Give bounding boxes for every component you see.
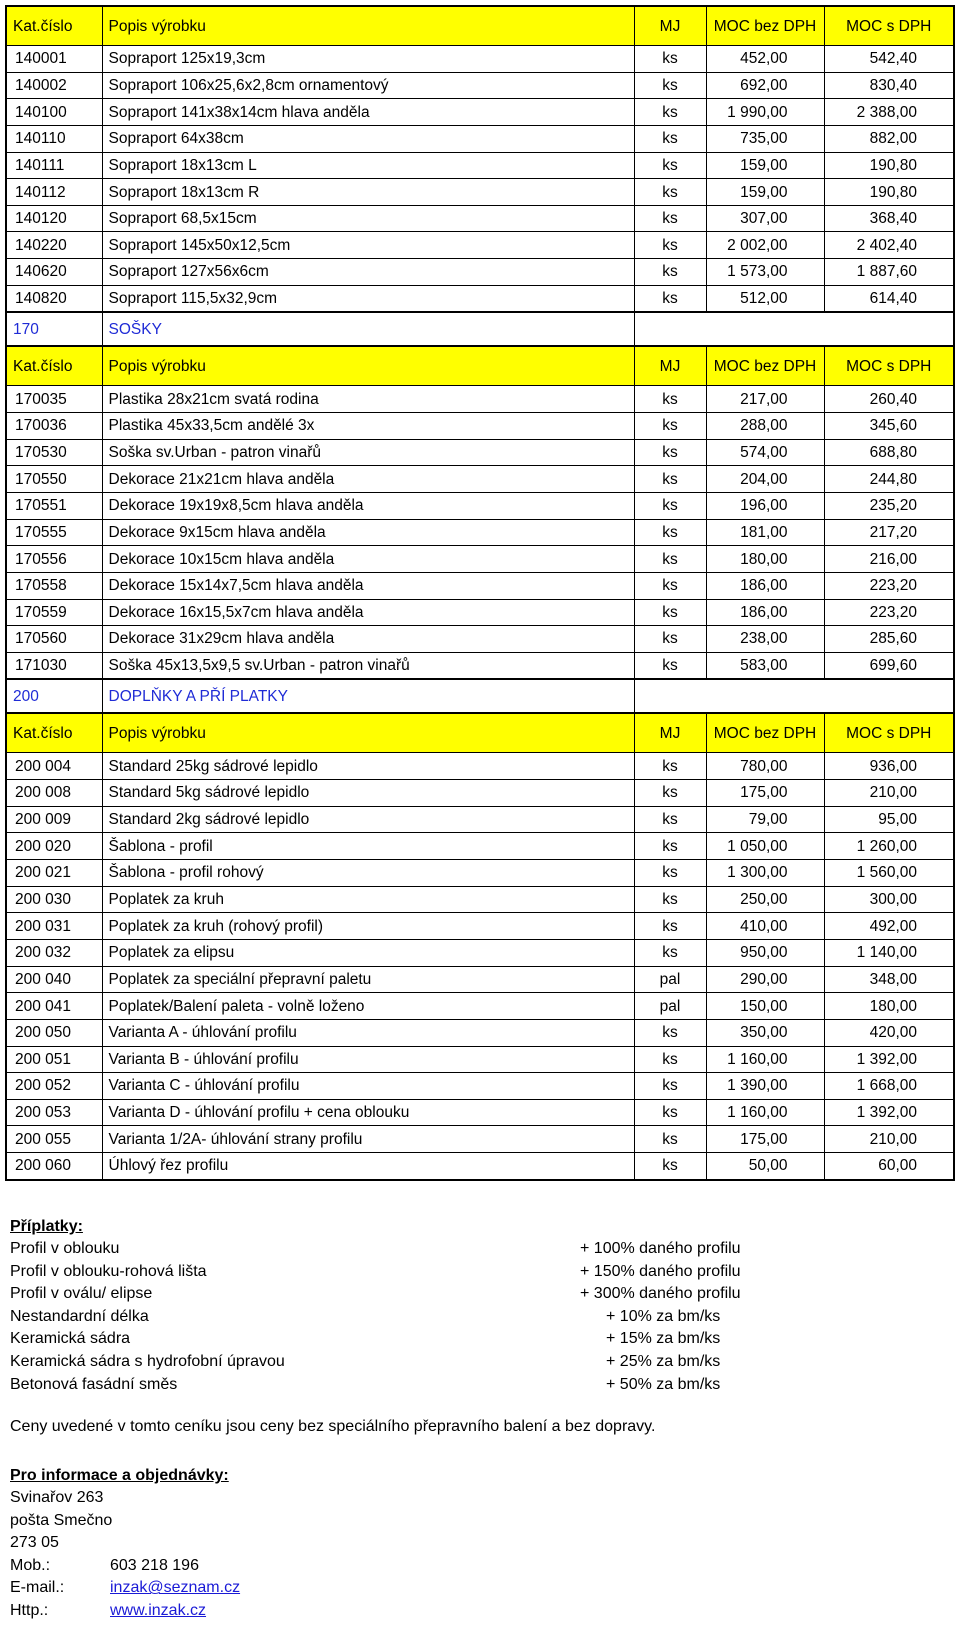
cell-code: 170035 (6, 386, 102, 413)
cell-unit: ks (634, 1099, 706, 1126)
cell-desc: Soška sv.Urban - patron vinařů (102, 439, 634, 466)
cell-code: 140112 (6, 179, 102, 206)
cell-desc: Standard 2kg sádrové lepidlo (102, 806, 634, 833)
cell-unit: ks (634, 599, 706, 626)
email-link[interactable]: inzak@seznam.cz (110, 1579, 241, 1597)
cell-price-s: 285,60 (824, 626, 954, 653)
cell-price-s: 60,00 (824, 1153, 954, 1180)
cell-price-bez: 452,00 (706, 46, 824, 73)
surcharge-row (10, 1283, 910, 1306)
cell-price-s: 420,00 (824, 1019, 954, 1046)
cell-code: 140620 (6, 259, 102, 286)
table-row (6, 913, 954, 940)
cell-price-bez: 735,00 (706, 125, 824, 152)
cell-price-bez: 196,00 (706, 492, 824, 519)
cell-code: 200 008 (6, 780, 102, 807)
cell-code: 170558 (6, 572, 102, 599)
surcharge-value: + 15% za bm/ks (606, 1330, 721, 1348)
cell-unit: ks (634, 860, 706, 887)
header-row (6, 713, 954, 753)
cell-price-bez: 204,00 (706, 466, 824, 493)
cell-desc: Standard 5kg sádrové lepidlo (102, 780, 634, 807)
cell-desc: Dekorace 16x15,5x7cm hlava anděla (102, 599, 634, 626)
cell-desc: Sopraport 125x19,3cm (102, 46, 634, 73)
cell-code: 200 053 (6, 1099, 102, 1126)
table-row (6, 1126, 954, 1153)
cell-desc: Varianta 1/2A- úhlování strany profilu (102, 1126, 634, 1153)
cell-price-bez: 574,00 (706, 439, 824, 466)
cell-price-bez: 350,00 (706, 1019, 824, 1046)
table-row (6, 833, 954, 860)
cell-desc: Sopraport 18x13cm L (102, 152, 634, 179)
mobile-line (10, 1555, 229, 1578)
cell-unit: ks (634, 626, 706, 653)
cell-price-s: 345,60 (824, 413, 954, 440)
surcharge-row (10, 1238, 910, 1261)
cell-unit: ks (634, 519, 706, 546)
cell-unit: ks (634, 753, 706, 780)
cell-desc: Sopraport 68,5x15cm (102, 205, 634, 232)
cell-code: 170556 (6, 546, 102, 573)
cell-unit: ks (634, 413, 706, 440)
surcharges-block (10, 1216, 910, 1396)
cell-price-s: 1 887,60 (824, 259, 954, 286)
cell-desc: Poplatek za elipsu (102, 939, 634, 966)
cell-code: 200 041 (6, 993, 102, 1020)
web-link[interactable]: www.inzak.cz (110, 1601, 207, 1619)
cell-price-s: 216,00 (824, 546, 954, 573)
address-line: 273 05 (10, 1534, 59, 1552)
cell-code: 170530 (6, 439, 102, 466)
table-row (6, 626, 954, 653)
cell-unit: ks (634, 913, 706, 940)
cell-code: 200 031 (6, 913, 102, 940)
cell-desc: Šablona - profil (102, 833, 634, 860)
cell-unit: ks (634, 939, 706, 966)
cell-desc: Dekorace 10x15cm hlava anděla (102, 546, 634, 573)
cell-code: 140220 (6, 232, 102, 259)
cell-desc: Poplatek za kruh (102, 886, 634, 913)
surcharge-label: Nestandardní délka (10, 1307, 149, 1325)
table-row (6, 99, 954, 126)
header-moc-s: MOC s DPH (824, 6, 954, 46)
cell-desc: Sopraport 106x25,6x2,8cm ornamentový (102, 72, 634, 99)
cell-unit: pal (634, 966, 706, 993)
table-row (6, 753, 954, 780)
cell-desc: Sopraport 141x38x14cm hlava anděla (102, 99, 634, 126)
web-label: Http.: (10, 1601, 49, 1619)
cell-desc: Plastika 45x33,5cm andělé 3x (102, 413, 634, 440)
table-row (6, 993, 954, 1020)
cell-code: 200 050 (6, 1019, 102, 1046)
table-row (6, 1073, 954, 1100)
cell-price-s: 830,40 (824, 72, 954, 99)
cell-unit: ks (634, 652, 706, 679)
table-row (6, 413, 954, 440)
cell-code: 170555 (6, 519, 102, 546)
cell-price-s: 190,80 (824, 152, 954, 179)
cell-unit: ks (634, 125, 706, 152)
cell-unit: ks (634, 1019, 706, 1046)
cell-unit: ks (634, 386, 706, 413)
cell-price-s: 614,40 (824, 285, 954, 312)
cell-unit: ks (634, 46, 706, 73)
header-desc: Popis výrobku (102, 6, 634, 46)
cell-price-bez: 692,00 (706, 72, 824, 99)
table-row (6, 232, 954, 259)
cell-code: 140110 (6, 125, 102, 152)
cell-price-bez: 410,00 (706, 913, 824, 940)
cell-price-s: 300,00 (824, 886, 954, 913)
header-row (6, 6, 954, 46)
header-moc-bez: MOC bez DPH (706, 346, 824, 386)
cell-code: 200 030 (6, 886, 102, 913)
cell-unit: ks (634, 466, 706, 493)
cell-price-bez: 150,00 (706, 993, 824, 1020)
cell-code: 200 052 (6, 1073, 102, 1100)
surcharge-value: + 150% daného profilu (580, 1262, 741, 1280)
surcharge-row (10, 1328, 910, 1351)
header-mj: MJ (634, 346, 706, 386)
table-row (6, 1099, 954, 1126)
cell-price-bez: 1 390,00 (706, 1073, 824, 1100)
surcharge-row (10, 1306, 910, 1329)
cell-unit: ks (634, 780, 706, 807)
email-label: E-mail.: (10, 1579, 65, 1597)
cell-desc: Standard 25kg sádrové lepidlo (102, 753, 634, 780)
cell-price-bez: 1 573,00 (706, 259, 824, 286)
table-row (6, 966, 954, 993)
cell-price-bez: 217,00 (706, 386, 824, 413)
cell-price-bez: 186,00 (706, 599, 824, 626)
cell-price-bez: 79,00 (706, 806, 824, 833)
cell-code: 170036 (6, 413, 102, 440)
table-row (6, 860, 954, 887)
cell-price-s: 235,20 (824, 492, 954, 519)
cell-price-bez: 307,00 (706, 205, 824, 232)
cell-desc: Varianta D - úhlování profilu + cena oblouku (102, 1099, 634, 1126)
cell-unit: ks (634, 259, 706, 286)
cell-code: 170559 (6, 599, 102, 626)
cell-code: 140120 (6, 205, 102, 232)
cell-desc: Poplatek za kruh (rohový profil) (102, 913, 634, 940)
cell-price-s: 180,00 (824, 993, 954, 1020)
cell-desc: Sopraport 18x13cm R (102, 179, 634, 206)
header-moc-s: MOC s DPH (824, 713, 954, 753)
cell-price-s: 688,80 (824, 439, 954, 466)
cell-desc: Úhlový řez profilu (102, 1153, 634, 1180)
section-name: DOPLŇKY A PŘÍ PLATKY (102, 679, 634, 713)
cell-price-bez: 180,00 (706, 546, 824, 573)
cell-unit: ks (634, 572, 706, 599)
table-row (6, 1046, 954, 1073)
cell-code: 200 060 (6, 1153, 102, 1180)
cell-desc: Plastika 28x21cm svatá rodina (102, 386, 634, 413)
cell-code: 200 055 (6, 1126, 102, 1153)
section-fill (634, 312, 954, 346)
cell-unit: ks (634, 1046, 706, 1073)
cell-code: 200 004 (6, 753, 102, 780)
cell-price-bez: 175,00 (706, 1126, 824, 1153)
cell-desc: Sopraport 145x50x12,5cm (102, 232, 634, 259)
header-moc-bez: MOC bez DPH (706, 713, 824, 753)
cell-price-s: 1 140,00 (824, 939, 954, 966)
table-row (6, 599, 954, 626)
surcharge-value: + 300% daného profilu (580, 1285, 741, 1303)
cell-code: 140001 (6, 46, 102, 73)
cell-price-bez: 50,00 (706, 1153, 824, 1180)
cell-desc: Varianta B - úhlování profilu (102, 1046, 634, 1073)
cell-code: 170560 (6, 626, 102, 653)
cell-code: 200 021 (6, 860, 102, 887)
cell-code: 200 040 (6, 966, 102, 993)
surcharge-label: Profil v oblouku-rohová lišta (10, 1262, 207, 1280)
header-moc-bez: MOC bez DPH (706, 6, 824, 46)
cell-desc: Dekorace 19x19x8,5cm hlava anděla (102, 492, 634, 519)
web-line (10, 1600, 229, 1623)
table-row (6, 205, 954, 232)
cell-price-s: 699,60 (824, 652, 954, 679)
cell-desc: Dekorace 31x29cm hlava anděla (102, 626, 634, 653)
cell-price-bez: 1 160,00 (706, 1099, 824, 1126)
table-row (6, 125, 954, 152)
cell-price-s: 210,00 (824, 780, 954, 807)
cell-unit: ks (634, 806, 706, 833)
cell-desc: Sopraport 64x38cm (102, 125, 634, 152)
cell-price-s: 1 392,00 (824, 1099, 954, 1126)
cell-code: 140111 (6, 152, 102, 179)
email-line (10, 1577, 241, 1600)
table-row (6, 886, 954, 913)
cell-price-s: 223,20 (824, 572, 954, 599)
cell-price-s: 1 260,00 (824, 833, 954, 860)
cell-desc: Poplatek za speciální přepravní paletu (102, 966, 634, 993)
header-kat: Kat.číslo (6, 346, 102, 386)
cell-code: 200 032 (6, 939, 102, 966)
cell-desc: Varianta C - úhlování profilu (102, 1073, 634, 1100)
surcharge-value: + 100% daného profilu (580, 1240, 741, 1257)
cell-price-s: 492,00 (824, 913, 954, 940)
table-row (6, 1019, 954, 1046)
cell-price-s: 2 388,00 (824, 99, 954, 126)
table-row (6, 152, 954, 179)
table-row (6, 46, 954, 73)
cell-desc: Šablona - profil rohový (102, 860, 634, 887)
cell-price-bez: 181,00 (706, 519, 824, 546)
address-line: Svinařov 263 (10, 1489, 104, 1506)
mobile-label: Mob.: (10, 1556, 51, 1574)
cell-code: 170550 (6, 466, 102, 493)
cell-unit: ks (634, 886, 706, 913)
cell-unit: ks (634, 1126, 706, 1153)
cell-price-bez: 159,00 (706, 152, 824, 179)
section-code: 200 (6, 679, 102, 713)
cell-price-s: 210,00 (824, 1126, 954, 1153)
surcharges-title: Příplatky: (10, 1218, 83, 1235)
cell-price-bez: 238,00 (706, 626, 824, 653)
cell-price-s: 882,00 (824, 125, 954, 152)
table-row (6, 72, 954, 99)
surcharge-label: Betonová fasádní směs (10, 1375, 178, 1393)
cell-code: 200 020 (6, 833, 102, 860)
surcharge-row (10, 1374, 910, 1397)
header-desc: Popis výrobku (102, 346, 634, 386)
cell-price-bez: 159,00 (706, 179, 824, 206)
cell-price-s: 1 392,00 (824, 1046, 954, 1073)
cell-price-s: 260,40 (824, 386, 954, 413)
cell-desc: Sopraport 115,5x32,9cm (102, 285, 634, 312)
cell-price-s: 217,20 (824, 519, 954, 546)
header-mj: MJ (634, 713, 706, 753)
table-row (6, 492, 954, 519)
cell-code: 200 051 (6, 1046, 102, 1073)
surcharge-label: Keramická sádra s hydrofobní úpravou (10, 1352, 285, 1370)
cell-desc: Soška 45x13,5x9,5 sv.Urban - patron vinařů (102, 652, 634, 679)
header-desc: Popis výrobku (102, 713, 634, 753)
cell-unit: pal (634, 993, 706, 1020)
table-row (6, 806, 954, 833)
cell-price-s: 936,00 (824, 753, 954, 780)
header-kat: Kat.číslo (6, 713, 102, 753)
cell-price-s: 223,20 (824, 599, 954, 626)
cell-price-bez: 250,00 (706, 886, 824, 913)
cell-price-bez: 186,00 (706, 572, 824, 599)
cell-unit: ks (634, 1073, 706, 1100)
cell-unit: ks (634, 439, 706, 466)
cell-desc: Poplatek/Balení paleta - volně loženo (102, 993, 634, 1020)
cell-price-bez: 583,00 (706, 652, 824, 679)
cell-price-bez: 1 050,00 (706, 833, 824, 860)
table-row (6, 285, 954, 312)
table-row (6, 780, 954, 807)
table-row (6, 939, 954, 966)
surcharge-value: + 50% za bm/ks (606, 1375, 721, 1393)
cell-price-s: 1 560,00 (824, 860, 954, 887)
mobile-number: 603 218 196 (110, 1556, 199, 1574)
cell-desc: Dekorace 9x15cm hlava anděla (102, 519, 634, 546)
cell-unit: ks (634, 205, 706, 232)
cell-unit: ks (634, 152, 706, 179)
table-row (6, 546, 954, 573)
section-fill (634, 679, 954, 713)
section-name: SOŠKY (102, 312, 634, 346)
cell-unit: ks (634, 1153, 706, 1180)
cell-unit: ks (634, 179, 706, 206)
contact-block (10, 1465, 241, 1623)
cell-unit: ks (634, 72, 706, 99)
header-moc-s: MOC s DPH (824, 346, 954, 386)
address-line: pošta Smečno (10, 1511, 113, 1529)
cell-code: 140820 (6, 285, 102, 312)
cell-code: 171030 (6, 652, 102, 679)
table-row (6, 179, 954, 206)
cell-desc: Dekorace 15x14x7,5cm hlava anděla (102, 572, 634, 599)
cell-unit: ks (634, 232, 706, 259)
price-table (5, 5, 955, 1181)
cell-desc: Dekorace 21x21cm hlava anděla (102, 466, 634, 493)
contact-title: Pro informace a objednávky: (10, 1467, 229, 1484)
table-row (6, 519, 954, 546)
surcharge-label: Keramická sádra (10, 1330, 131, 1348)
cell-price-bez: 2 002,00 (706, 232, 824, 259)
cell-unit: ks (634, 833, 706, 860)
cell-price-bez: 512,00 (706, 285, 824, 312)
header-mj: MJ (634, 6, 706, 46)
header-kat: Kat.číslo (6, 6, 102, 46)
cell-code: 200 009 (6, 806, 102, 833)
surcharge-label: Profil v oblouku (10, 1240, 120, 1257)
cell-price-s: 542,40 (824, 46, 954, 73)
cell-price-s: 348,00 (824, 966, 954, 993)
cell-price-s: 368,40 (824, 205, 954, 232)
cell-price-bez: 1 990,00 (706, 99, 824, 126)
cell-unit: ks (634, 99, 706, 126)
table-row (6, 259, 954, 286)
table-row (6, 439, 954, 466)
surcharge-row (10, 1351, 910, 1374)
cell-unit: ks (634, 546, 706, 573)
table-row (6, 1153, 954, 1180)
surcharge-value: + 25% za bm/ks (606, 1352, 721, 1370)
cell-price-bez: 1 300,00 (706, 860, 824, 887)
table-row (6, 386, 954, 413)
cell-price-bez: 288,00 (706, 413, 824, 440)
cell-price-bez: 950,00 (706, 939, 824, 966)
cell-price-s: 1 668,00 (824, 1073, 954, 1100)
surcharge-value: + 10% za bm/ks (606, 1307, 721, 1325)
cell-price-bez: 175,00 (706, 780, 824, 807)
cell-price-s: 95,00 (824, 806, 954, 833)
table-row (6, 572, 954, 599)
section-code: 170 (6, 312, 102, 346)
cell-price-s: 244,80 (824, 466, 954, 493)
table-row (6, 652, 954, 679)
surcharge-label: Profil v oválu/ elipse (10, 1285, 153, 1303)
price-note: Ceny uvedené v tomto ceníku jsou ceny bez speciálního přepravního balení a bez dopravy. (10, 1418, 656, 1435)
cell-unit: ks (634, 285, 706, 312)
section-row (6, 679, 954, 713)
cell-desc: Varianta A - úhlování profilu (102, 1019, 634, 1046)
cell-code: 140002 (6, 72, 102, 99)
cell-unit: ks (634, 492, 706, 519)
cell-desc: Sopraport 127x56x6cm (102, 259, 634, 286)
table-row (6, 466, 954, 493)
cell-price-bez: 1 160,00 (706, 1046, 824, 1073)
cell-code: 140100 (6, 99, 102, 126)
cell-code: 170551 (6, 492, 102, 519)
cell-price-s: 2 402,40 (824, 232, 954, 259)
surcharge-row (10, 1261, 910, 1284)
cell-price-bez: 780,00 (706, 753, 824, 780)
cell-price-bez: 290,00 (706, 966, 824, 993)
cell-price-s: 190,80 (824, 179, 954, 206)
section-row (6, 312, 954, 346)
header-row (6, 346, 954, 386)
